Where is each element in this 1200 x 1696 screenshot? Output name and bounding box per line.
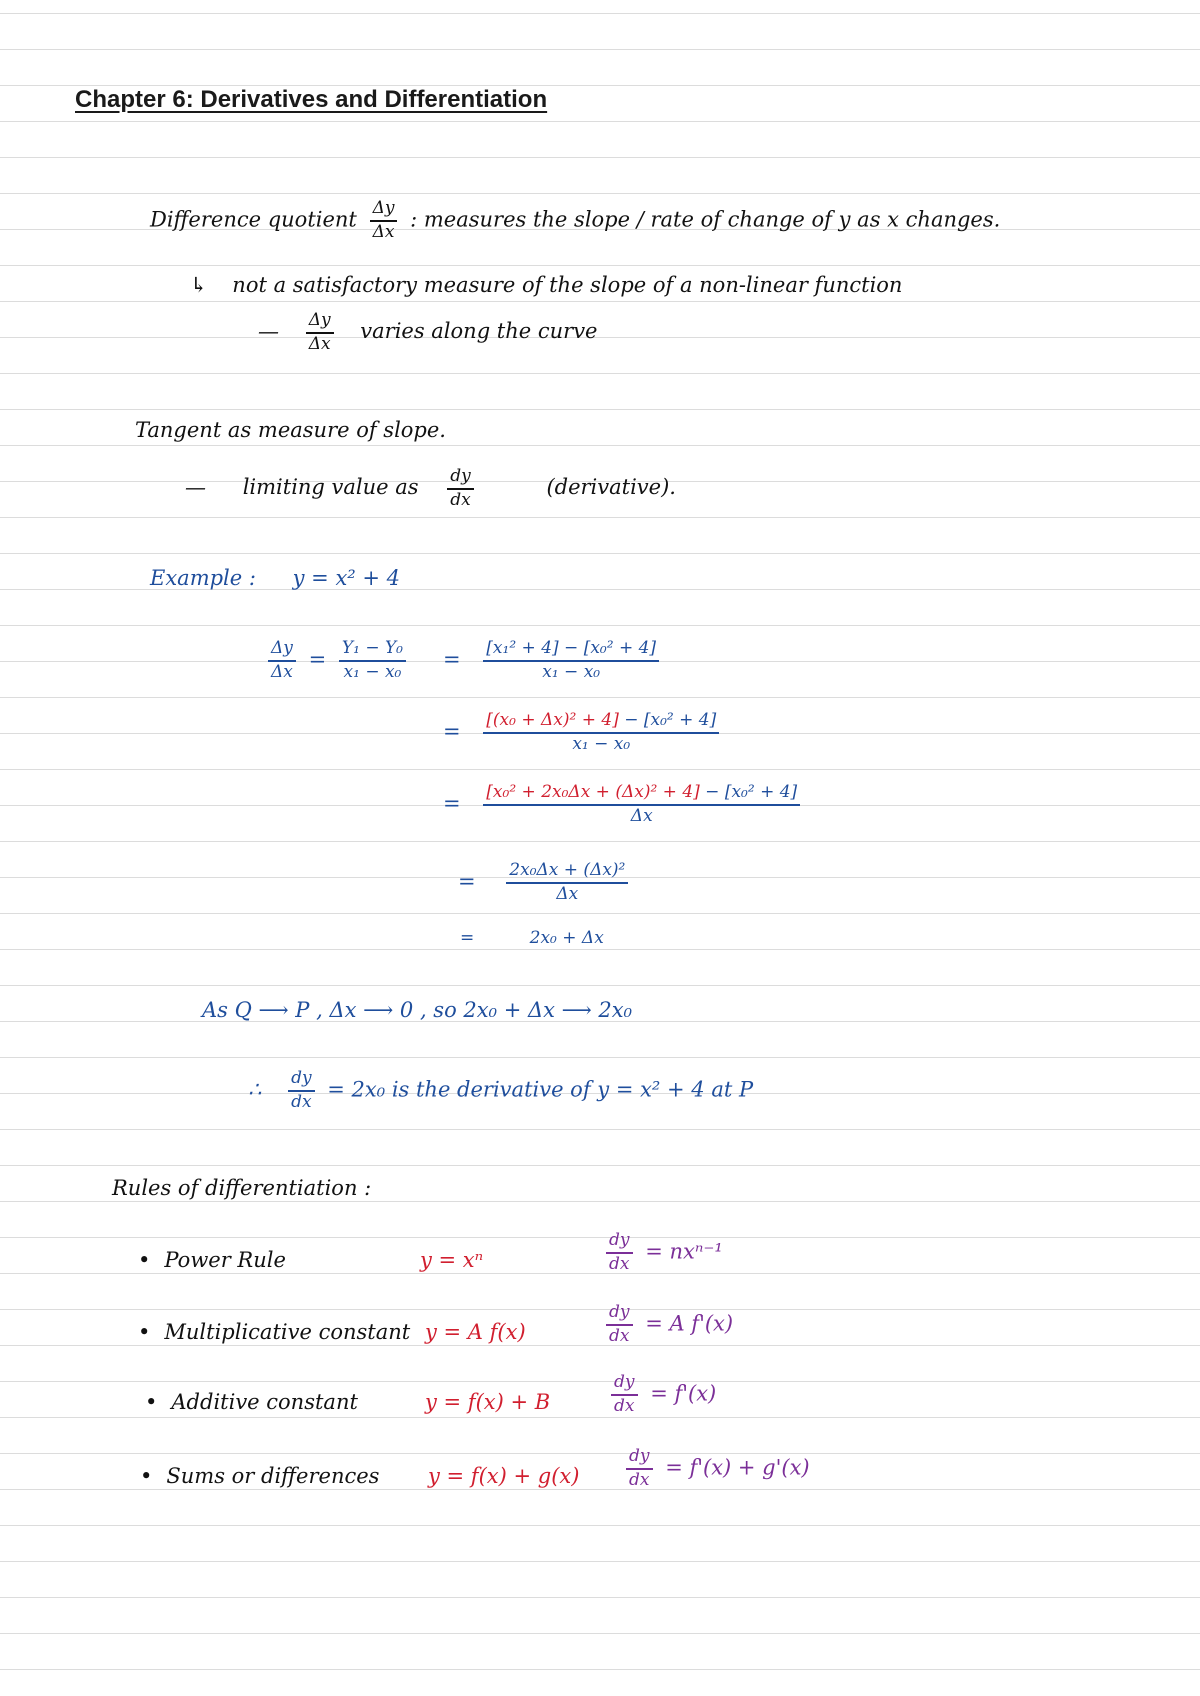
arrow-icon: ↳ xyxy=(190,273,208,297)
example-label: Example : xyxy=(150,566,256,590)
step1 xyxy=(443,640,665,682)
dash-icon: — xyxy=(185,475,206,500)
conclusion-dy-dx: $\frac{dy}{dx}$ xyxy=(288,1070,315,1112)
equals-sign: = xyxy=(460,928,475,948)
rule-derivative-sums: $\frac{dy}{dx}$ = f'(x) + g'(x) xyxy=(620,1448,810,1490)
equals-sign: = xyxy=(458,869,476,894)
rule-name-additive: • Additive constant xyxy=(145,1390,358,1414)
step5-result: 2x₀ + Δx xyxy=(529,928,604,948)
bullet-icon: • xyxy=(138,1320,151,1344)
page-title: Chapter 6: Derivatives and Differentiation xyxy=(75,86,548,113)
bullet-icon: • xyxy=(138,1248,151,1272)
bullet-icon: • xyxy=(145,1390,158,1414)
step0-lhs: $\frac{\Delta y}{\Delta x}$ xyxy=(268,640,296,682)
not-satisfactory-line xyxy=(190,275,902,296)
equals-sign: = xyxy=(308,647,327,672)
dy-over-dx: $\frac{dy}{dx}$ xyxy=(447,468,474,510)
equals-sign: = xyxy=(443,791,461,816)
limiting-value-line xyxy=(185,468,676,510)
difference-quotient-label: Difference quotient xyxy=(150,207,357,232)
limit-line: As Q ⟶ P , Δx ⟶ 0 , so 2x₀ + Δx ⟶ 2x₀ xyxy=(202,998,633,1022)
rule-function-multiplicative: y = A f(x) xyxy=(425,1320,526,1344)
step0 xyxy=(262,640,412,682)
step3-fraction: $\frac{\text{[x₀² + 2x₀Δx + (Δx)² + 4] − [x₀² + 4]}}{\Delta x}$ xyxy=(483,784,800,826)
rule-name-power: • Power Rule xyxy=(138,1248,286,1272)
difference-quotient-description: : measures the slope / rate of change of y as x changes. xyxy=(410,207,1001,232)
derivative-note: (derivative). xyxy=(546,475,676,500)
conclusion-text: = 2x₀ is the derivative of y = x² + 4 at P xyxy=(327,1077,754,1102)
step4-fraction: $\frac{\text{2x₀Δx + (Δx)²}}{\Delta x}$ xyxy=(506,862,628,904)
equals-sign: = xyxy=(443,719,461,744)
step4 xyxy=(458,862,634,904)
rule-function-additive: y = f(x) + B xyxy=(425,1390,551,1414)
step2-fraction: $\frac{\text{[(x₀ + Δx)² + 4] − [x₀² + 4]}}{\text{x₁ − x₀}}$ xyxy=(483,712,719,754)
step3 xyxy=(443,784,806,826)
delta-y-over-delta-x: $\frac{\Delta y}{\Delta x}$ xyxy=(370,200,398,242)
limiting-value-text: limiting value as xyxy=(242,475,419,500)
bullet-icon: • xyxy=(140,1464,153,1488)
rule-derivative-power: $\frac{dy}{dx}$ = nxⁿ⁻¹ xyxy=(600,1232,723,1274)
step2 xyxy=(443,712,725,754)
step1-fraction: $\frac{\text{[x₁² + 4] − [x₀² + 4]}}{\text{x₁ − x₀}}$ xyxy=(483,640,659,682)
dash-icon: — xyxy=(258,319,279,344)
rule-function-power: y = xⁿ xyxy=(420,1248,484,1272)
conclusion-line xyxy=(248,1070,753,1112)
tangent-heading: Tangent as measure of slope. xyxy=(135,418,446,442)
example-equation: y = x² + 4 xyxy=(292,566,401,590)
rule-name-sums: • Sums or differences xyxy=(140,1464,380,1488)
rule-derivative-additive: $\frac{dy}{dx}$ = f'(x) xyxy=(605,1374,716,1416)
varies-text: varies along the curve xyxy=(360,319,598,344)
example-line xyxy=(150,568,400,589)
rule-derivative-multiplicative: $\frac{dy}{dx}$ = A f'(x) xyxy=(600,1304,733,1346)
rule-name-multiplicative: • Multiplicative constant xyxy=(138,1320,411,1344)
rule-function-sums: y = f(x) + g(x) xyxy=(428,1464,580,1488)
therefore-icon: ∴ xyxy=(248,1077,262,1102)
step5 xyxy=(460,930,604,947)
delta-y-over-delta-x-2: $\frac{\Delta y}{\Delta x}$ xyxy=(306,312,334,354)
rules-heading: Rules of differentiation : xyxy=(112,1176,372,1200)
equals-sign: = xyxy=(443,647,461,672)
varies-along-curve-line xyxy=(258,312,598,354)
difference-quotient-line xyxy=(150,200,1000,242)
not-satisfactory-text: not a satisfactory measure of the slope of a non-linear function xyxy=(232,273,903,297)
step0-mid: $\frac{\text{Y₁ − Y₀}}{\text{x₁ − x₀}}$ xyxy=(339,640,406,682)
